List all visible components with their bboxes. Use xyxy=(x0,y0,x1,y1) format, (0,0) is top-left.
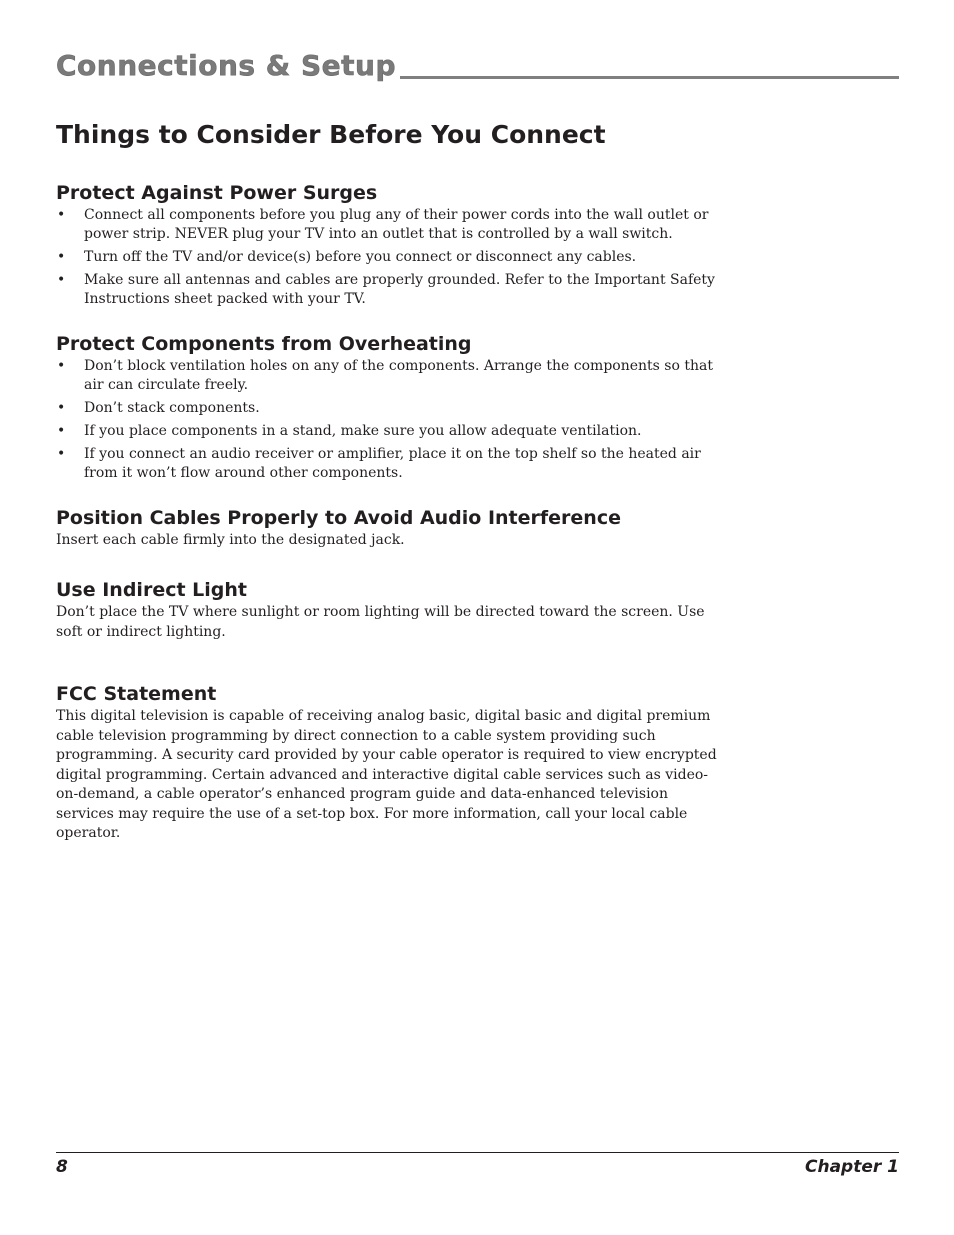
section-heading: Position Cables Properly to Avoid Audio Interference xyxy=(56,507,621,529)
page-number: 8 xyxy=(56,1157,68,1177)
bullet-glyph: • xyxy=(57,446,66,462)
list-item xyxy=(56,271,718,309)
section-body: Insert each cable firmly into the designated jack. xyxy=(56,532,405,548)
footer-chapter-label: Chapter 1 xyxy=(804,1157,899,1177)
list-item-text: If you connect an audio receiver or amplifier, place it on the top shelf so the heated air from it won’t flow around other components. xyxy=(84,446,701,481)
section-indirect-light xyxy=(56,577,718,642)
list-item xyxy=(56,357,718,395)
section-heading: Use Indirect Light xyxy=(56,579,247,601)
bullet-glyph: • xyxy=(57,207,66,223)
list-item xyxy=(56,206,718,244)
section-fcc-statement xyxy=(56,681,718,844)
list-item xyxy=(56,248,718,267)
list-item-text: Connect all components before you plug any of their power cords into the wall outlet or power strip. NEVER plug your TV into an outlet that is controlled by a wall switch. xyxy=(84,207,709,242)
bullet-glyph: • xyxy=(57,423,66,439)
bullet-glyph: • xyxy=(57,400,66,416)
section-power-surges xyxy=(56,180,718,313)
section-body: Don’t place the TV where sunlight or room lighting will be directed toward the screen. Use soft or indirect lighting. xyxy=(56,604,705,640)
section-heading: Protect Components from Overheating xyxy=(56,333,472,355)
bullet-glyph: • xyxy=(57,249,66,265)
section-audio-interference xyxy=(56,505,718,551)
section-heading: FCC Statement xyxy=(56,683,217,705)
list-item xyxy=(56,399,718,418)
bullet-list xyxy=(56,206,718,309)
bullet-list xyxy=(56,357,718,483)
bullet-glyph: • xyxy=(57,358,66,374)
chapter-title: Connections & Setup xyxy=(56,48,400,84)
list-item xyxy=(56,422,718,441)
footer-rule xyxy=(56,1152,899,1153)
section-overheating xyxy=(56,331,718,487)
section-body: This digital television is capable of receiving analog basic, digital basic and digital premium cable television programming by direct connection to a cable system providing such programming. A security card provided by your cable operator is required to view encrypted digital programming. Certain advanced and interactive digital cable services such as video-on-demand, a cable operator’s enhanced program guide and data-enhanced television services may require the use of a set-top box. For more information, call your local cable operator. xyxy=(56,708,717,841)
list-item-text: Make sure all antennas and cables are properly grounded. Refer to the Important Safety Instructions sheet packed with your TV. xyxy=(84,272,715,307)
list-item-text: Don’t stack components. xyxy=(84,400,260,416)
list-item-text: Don’t block ventilation holes on any of the components. Arrange the components so that air can circulate freely. xyxy=(84,358,713,393)
list-item-text: If you place components in a stand, make sure you allow adequate ventilation. xyxy=(84,423,642,439)
bullet-glyph: • xyxy=(57,272,66,288)
page-title: Things to Consider Before You Connect xyxy=(56,120,606,149)
list-item-text: Turn off the TV and/or device(s) before you connect or disconnect any cables. xyxy=(84,249,637,265)
list-item xyxy=(56,445,718,483)
chapter-banner xyxy=(56,48,899,84)
section-heading: Protect Against Power Surges xyxy=(56,182,378,204)
